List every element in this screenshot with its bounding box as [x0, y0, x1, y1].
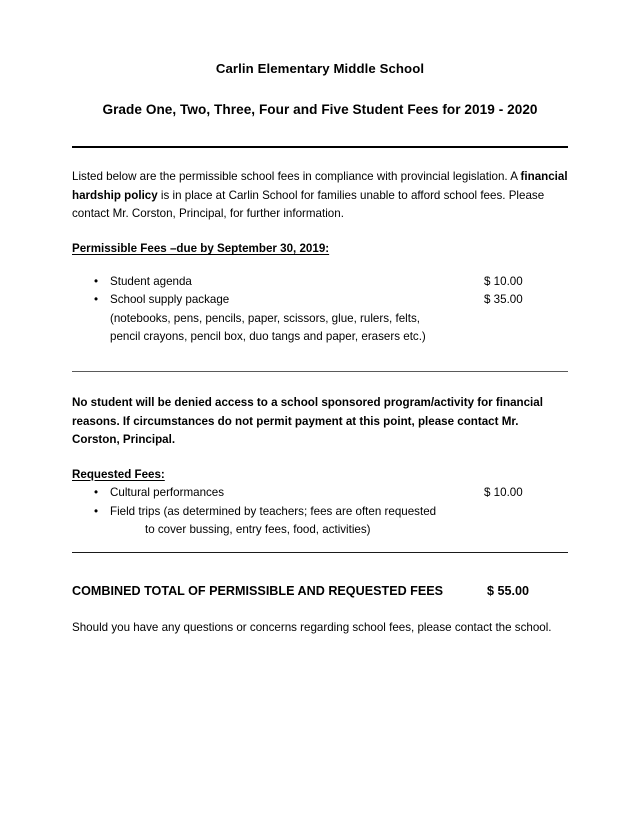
spacer	[72, 553, 568, 581]
footer-note: Should you have any questions or concerns regarding school fees, please contact the school.	[72, 621, 552, 635]
spacer	[72, 224, 568, 240]
spacer	[72, 601, 568, 619]
bullet-icon: •	[94, 274, 99, 288]
permissible-fees-list	[72, 273, 568, 347]
spacer	[72, 259, 568, 273]
bullet-icon: •	[94, 486, 99, 500]
intro-paragraph	[72, 168, 568, 224]
spacer	[72, 540, 568, 552]
financial-hardship-policy-emphasis: financial hardship policy	[72, 170, 568, 202]
requested-fees-heading	[72, 466, 568, 485]
combined-total-row	[72, 581, 568, 601]
page-title: Carlin Elementary Middle School	[215, 61, 425, 76]
spacer	[72, 450, 568, 466]
intro-text-after-bold: is in place at Carlin School for families unable to afford school fees. Please contact Mr. Corston, Principal, for further information.	[72, 188, 545, 221]
no-denial-notice: No student will be denied access to a school sponsored program/activity for financial reasons. If circumstances do not permit payment at this point, please contact Mr. Corston, Principal.	[72, 395, 543, 447]
combined-total-amount: $ 55.00	[487, 584, 530, 599]
list-item	[72, 484, 568, 503]
fee-amount: $ 10.00	[484, 486, 523, 500]
list-item	[72, 273, 568, 292]
supply-detail-line: (notebooks, pens, pencils, paper, scissors, glue, rulers, felts,	[110, 311, 420, 325]
list-item	[72, 291, 568, 310]
requested-fees-heading-label: Requested Fees:	[72, 467, 165, 481]
spacer	[72, 347, 568, 371]
permissible-fees-heading	[72, 240, 568, 259]
fee-label: Cultural performances	[110, 486, 225, 500]
spacer	[72, 372, 568, 394]
fee-label: Field trips (as determined by teachers; fees are often requested	[110, 504, 437, 518]
requested-fees-list	[72, 484, 568, 540]
fee-label: School supply package	[110, 293, 230, 307]
permissible-fees-heading-label: Permissible Fees –due by September 30, 2019:	[72, 241, 330, 255]
intro-text-before-bold: Listed below are the permissible school fees in compliance with provincial legislation. A	[72, 170, 521, 184]
supply-detail-line: pencil crayons, pencil box, duo tangs and paper, erasers etc.)	[110, 330, 426, 344]
spacer	[72, 148, 568, 168]
fee-amount: $ 35.00	[484, 293, 523, 307]
page-subtitle: Grade One, Two, Three, Four and Five Student Fees for 2019 - 2020	[102, 101, 538, 117]
field-trip-detail-line: to cover bussing, entry fees, food, activities)	[145, 523, 371, 537]
document-body	[72, 0, 568, 638]
fee-label: Student agenda	[110, 274, 192, 288]
list-item	[72, 503, 568, 522]
fee-amount: $ 10.00	[484, 274, 523, 288]
bullet-icon: •	[94, 293, 99, 307]
combined-total-label: COMBINED TOTAL OF PERMISSIBLE AND REQUESTED FEES	[72, 584, 444, 599]
bullet-icon: •	[94, 504, 99, 518]
